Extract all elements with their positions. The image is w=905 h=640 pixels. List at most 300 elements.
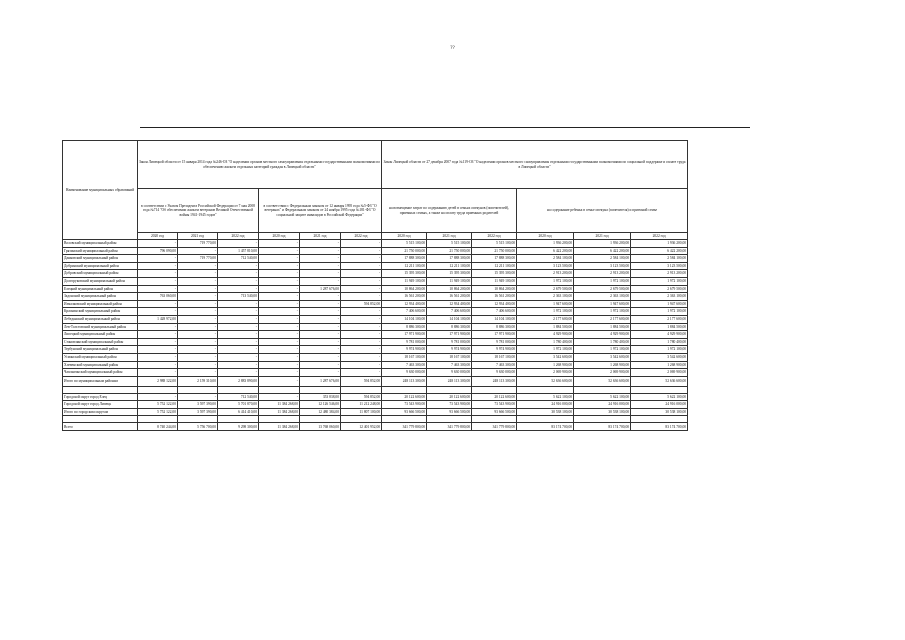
row-value: 341 779 800,00 [427, 423, 472, 431]
header-sub-2: в соответствии с Федеральным законом от 12 января 1995 года №5-ФЗ "О ветеранах" и Федеральным законом от 24 ноября 1995 года №181-ФЗ "О социальной защите инвалидов в Российской Федерации" [259, 189, 382, 233]
row-value: - [341, 361, 382, 369]
row-value: 9 974 900,00 [427, 346, 472, 354]
row-name: Лебедянский муниципальный район [63, 315, 138, 323]
row-value: 83 174 700,00 [517, 423, 574, 431]
row-value: 5 752 122,00 [138, 401, 178, 409]
row-value: - [259, 255, 300, 263]
row-value: 2 913 200,00 [574, 270, 631, 278]
row-value: - [300, 361, 341, 369]
spacer-cell [472, 416, 517, 423]
row-value: 6 414 410,00 [218, 408, 259, 416]
row-value: 1 972 100,00 [574, 277, 631, 285]
row-name: Тербунский муниципальный район [63, 346, 138, 354]
row-value: 12 934 400,00 [427, 300, 472, 308]
row-name: Итого по муниципальным районам [63, 376, 138, 386]
spacer-cell [427, 416, 472, 423]
row-value: - [218, 285, 259, 293]
row-value: - [138, 346, 178, 354]
row-value: - [138, 353, 178, 361]
row-value: 1 972 100,00 [517, 346, 574, 354]
row-value: 16 561 200,00 [472, 293, 517, 301]
row-value: 9 974 900,00 [382, 346, 427, 354]
row-value: 83 174 700,00 [574, 423, 631, 431]
spacer-cell [382, 416, 427, 423]
table-row [63, 353, 688, 361]
row-value: - [178, 369, 218, 377]
row-value: - [178, 338, 218, 346]
row-value: 14 104 100,00 [382, 315, 427, 323]
header-sub-4: на содержание ребенка в семье опекуна (попечителя) и приемной семье [517, 189, 688, 233]
table-row [63, 369, 688, 377]
spacer-cell [218, 386, 259, 393]
row-name: Добринский муниципальный район [63, 262, 138, 270]
spacer-cell [178, 386, 218, 393]
row-value: - [259, 308, 300, 316]
row-value: - [341, 277, 382, 285]
row-value: 17 971 900,00 [427, 331, 472, 339]
row-value: 9 974 900,00 [472, 346, 517, 354]
table-row [63, 255, 688, 263]
row-value: 353 838,00 [300, 393, 341, 401]
row-value: 30 538 100,00 [631, 408, 688, 416]
header-sub-1: в соответствии с Указом Президента Российской Федерации от 7 мая 2008 года №714 "Об обеспечении жильем ветеранов Великой Отечественной войны 1941-1945 годов" [138, 189, 259, 233]
spacer-cell [63, 386, 138, 393]
row-value: 17 971 900,00 [382, 331, 427, 339]
table-body [63, 240, 688, 431]
row-value: 3 542 600,00 [517, 353, 574, 361]
row-value: 1 972 100,00 [517, 308, 574, 316]
spacer-cell [138, 416, 178, 423]
row-value: 14 104 100,00 [472, 315, 517, 323]
row-value: - [259, 293, 300, 301]
row-value: 1 457 810,00 [218, 247, 259, 255]
row-value: 248 113 300,00 [472, 376, 517, 386]
row-value: 11 384 268,00 [259, 401, 300, 409]
row-value: 17 888 300,00 [427, 255, 472, 263]
total-districts-row [63, 376, 688, 386]
row-value: - [300, 346, 341, 354]
row-value: 18 167 100,00 [382, 353, 427, 361]
row-value: 3 123 500,00 [517, 262, 574, 270]
row-value: - [178, 262, 218, 270]
row-value: - [138, 323, 178, 331]
row-value: 9 630 000,00 [427, 369, 472, 377]
table-row [63, 240, 688, 248]
row-value: - [259, 315, 300, 323]
row-value: 1 972 100,00 [517, 277, 574, 285]
header-group-2: Закон Липецкой области от 27 декабря 2007 года №119-ОЗ "О наделении органов местного самоуправления отдельными государственными полномочиями по социальной поддержке и оплате труда в Липецкой области" [382, 141, 688, 189]
table-row [63, 270, 688, 278]
row-value: 341 779 800,00 [472, 423, 517, 431]
row-value: - [259, 323, 300, 331]
row-value: - [218, 300, 259, 308]
row-value: 11 807 100,00 [341, 408, 382, 416]
row-value: 15 395 300,00 [427, 270, 472, 278]
spacer-cell [517, 416, 574, 423]
row-value: 712 540,00 [218, 393, 259, 401]
row-value: - [218, 277, 259, 285]
spacer-cell [218, 416, 259, 423]
row-value: - [300, 240, 341, 248]
row-value: 73 543 900,00 [382, 401, 427, 409]
table-row [63, 308, 688, 316]
spacer-cell [631, 416, 688, 423]
row-value: 2 177 600,00 [631, 315, 688, 323]
row-value: - [300, 255, 341, 263]
data-table [62, 140, 688, 431]
row-value: - [218, 308, 259, 316]
spacer-cell [63, 416, 138, 423]
row-value: 12 480 384,00 [300, 408, 341, 416]
table-row [63, 300, 688, 308]
row-value: 1 947 600,00 [517, 300, 574, 308]
row-name: Всего [63, 423, 138, 431]
year-header: 2020 год [517, 233, 574, 240]
spacer-cell [427, 386, 472, 393]
header-group-1: Закон Липецкой области от 15 января 2014 года №246-ОЗ "О наделении органов местного самоуправления отдельными государственными полномочиями по обеспечению жильем отдельных категорий граждан в Липецкой области" [138, 141, 382, 189]
row-value: - [218, 369, 259, 377]
row-value: - [259, 393, 300, 401]
row-value: - [341, 323, 382, 331]
row-value: - [218, 315, 259, 323]
table-row [63, 247, 688, 255]
row-value: - [300, 270, 341, 278]
row-value: 12 401 952,00 [341, 423, 382, 431]
row-value: - [178, 331, 218, 339]
row-value: 12 934 400,00 [382, 300, 427, 308]
row-value: - [300, 293, 341, 301]
row-value: 2 584 100,00 [631, 255, 688, 263]
row-value: 796 090,00 [138, 247, 178, 255]
row-value: 30 538 100,00 [517, 408, 574, 416]
row-value: 11 384 268,00 [259, 408, 300, 416]
row-value: - [178, 346, 218, 354]
row-value: - [138, 277, 178, 285]
row-value: - [300, 308, 341, 316]
row-value: 1 780 400,00 [574, 338, 631, 346]
row-value: - [178, 285, 218, 293]
row-value: 11 384 268,00 [259, 423, 300, 431]
row-value: 2 988 122,00 [138, 376, 178, 386]
row-value: 9 630 000,00 [472, 369, 517, 377]
row-value: - [138, 300, 178, 308]
row-value: - [138, 285, 178, 293]
row-value: 21 750 000,00 [427, 247, 472, 255]
row-value: 7 406 600,00 [427, 308, 472, 316]
row-value: 13 768 060,00 [300, 423, 341, 431]
row-value: 713 540,00 [218, 293, 259, 301]
row-value: 1 884 500,00 [631, 323, 688, 331]
table-row [63, 338, 688, 346]
row-value: 1 936 200,00 [517, 240, 574, 248]
row-value: 719 770,00 [178, 240, 218, 248]
spacer-cell [574, 416, 631, 423]
row-value: 4 929 900,00 [574, 331, 631, 339]
row-value: - [341, 255, 382, 263]
table-row [63, 393, 688, 401]
row-value: - [341, 262, 382, 270]
row-value: 20 122 600,00 [472, 393, 517, 401]
row-value: 24 916 000,00 [631, 401, 688, 409]
row-value: - [178, 308, 218, 316]
row-value: 3 123 500,00 [574, 262, 631, 270]
row-value: 73 543 900,00 [472, 401, 517, 409]
total-cities-row [63, 408, 688, 416]
row-name: Елецкий муниципальный район [63, 285, 138, 293]
row-value: - [341, 331, 382, 339]
header-sub-3: на возмещение затрат по содержанию детей в семьях опекунов (попечителей), приемных семьях, а также на оплату труда приемных родителей [382, 189, 517, 233]
row-value: 5 515 100,00 [472, 240, 517, 248]
row-value: - [259, 353, 300, 361]
row-value: 2 679 500,00 [631, 285, 688, 293]
row-value: 2 913 200,00 [517, 270, 574, 278]
row-value: 9 781 000,00 [427, 338, 472, 346]
row-value: 17 971 900,00 [472, 331, 517, 339]
row-value: 2 679 500,00 [517, 285, 574, 293]
row-value: - [138, 255, 178, 263]
year-header: 2021 год [178, 233, 218, 240]
table-row [63, 323, 688, 331]
row-value: 2 363 100,00 [574, 293, 631, 301]
row-value: 17 888 300,00 [472, 255, 517, 263]
row-value: 7 463 300,00 [427, 361, 472, 369]
row-value: 12 211 100,00 [382, 262, 427, 270]
row-value: 1 972 100,00 [631, 308, 688, 316]
row-value: - [300, 323, 341, 331]
row-value: 719 770,00 [178, 255, 218, 263]
row-value: - [259, 240, 300, 248]
row-value: 24 916 000,00 [574, 401, 631, 409]
row-value: - [138, 361, 178, 369]
row-value: 763 060,00 [138, 293, 178, 301]
row-value: 15 395 300,00 [382, 270, 427, 278]
row-value: - [178, 277, 218, 285]
table-row [63, 285, 688, 293]
row-value: - [259, 285, 300, 293]
row-value: 6 422 200,00 [574, 247, 631, 255]
row-value: 5 701 870,00 [218, 401, 259, 409]
table-row [63, 346, 688, 354]
row-value: - [218, 262, 259, 270]
table-row [63, 331, 688, 339]
row-value: 8 740 244,00 [138, 423, 178, 431]
row-value: 1 268 900,00 [517, 361, 574, 369]
row-value: 11 949 100,00 [382, 277, 427, 285]
row-value: 18 167 100,00 [427, 353, 472, 361]
spacer-row [63, 386, 688, 393]
row-value: 594 852,00 [341, 393, 382, 401]
row-value: 6 422 200,00 [631, 247, 688, 255]
row-value: 3 123 500,00 [631, 262, 688, 270]
row-value: 1 287 676,00 [300, 376, 341, 386]
row-value: 712 540,00 [218, 255, 259, 263]
row-value: - [178, 247, 218, 255]
row-value: 2 679 500,00 [574, 285, 631, 293]
row-value: - [300, 353, 341, 361]
row-value: 2 584 100,00 [517, 255, 574, 263]
row-value: 1 972 100,00 [631, 277, 688, 285]
year-header: 2022 год [631, 233, 688, 240]
row-value: 7 406 600,00 [382, 308, 427, 316]
row-value: - [218, 331, 259, 339]
row-value: - [341, 315, 382, 323]
year-header: 2022 год [218, 233, 259, 240]
row-value: 2 584 100,00 [574, 255, 631, 263]
year-header: 2022 год [472, 233, 517, 240]
row-value: 20 122 600,00 [427, 393, 472, 401]
row-value: - [138, 338, 178, 346]
spacer-cell [300, 386, 341, 393]
row-value: 11 949 100,00 [472, 277, 517, 285]
row-value: - [178, 293, 218, 301]
row-value: - [259, 346, 300, 354]
table-row [63, 401, 688, 409]
row-value: 1 268 900,00 [631, 361, 688, 369]
row-value: 2 177 600,00 [574, 315, 631, 323]
row-value: - [300, 277, 341, 285]
year-header: 2021 год [574, 233, 631, 240]
row-name: Воловский муниципальный район [63, 240, 138, 248]
row-value: 7 406 600,00 [472, 308, 517, 316]
row-value: 1 780 400,00 [517, 338, 574, 346]
row-value: - [259, 300, 300, 308]
row-value: 594 852,00 [341, 300, 382, 308]
row-value: 1 972 100,00 [631, 346, 688, 354]
row-value: - [218, 361, 259, 369]
row-value: - [138, 270, 178, 278]
row-value: 2 883 890,00 [218, 376, 259, 386]
row-value: 1 780 400,00 [631, 338, 688, 346]
spacer-cell [631, 386, 688, 393]
row-value: 2 913 200,00 [631, 270, 688, 278]
row-value: 8 886 300,00 [472, 323, 517, 331]
row-value: 7 463 300,00 [472, 361, 517, 369]
row-name: Городской округ город Липецк [63, 401, 138, 409]
row-value: 11 212 248,00 [341, 401, 382, 409]
row-value: 15 395 300,00 [472, 270, 517, 278]
row-value: 21 750 000,00 [472, 247, 517, 255]
row-value: - [218, 270, 259, 278]
row-value: 10 864 200,00 [472, 285, 517, 293]
row-value: 5 515 100,00 [382, 240, 427, 248]
row-name: Долгоруковский муниципальный район [63, 277, 138, 285]
table-row [63, 293, 688, 301]
year-header: 2021 год [427, 233, 472, 240]
row-value: - [218, 346, 259, 354]
row-value: 7 463 300,00 [382, 361, 427, 369]
row-value: - [300, 331, 341, 339]
spacer-cell [382, 386, 427, 393]
spacer-cell [259, 386, 300, 393]
row-value: 93 666 500,00 [472, 408, 517, 416]
row-value: 93 666 500,00 [427, 408, 472, 416]
row-name: Хлевенский муниципальный район [63, 361, 138, 369]
row-value: 17 888 300,00 [382, 255, 427, 263]
row-value: 12 934 400,00 [472, 300, 517, 308]
table-row [63, 315, 688, 323]
year-header: 2022 год [341, 233, 382, 240]
row-value: 8 886 300,00 [382, 323, 427, 331]
row-value: 10 864 200,00 [427, 285, 472, 293]
header-name-column: Наименование муниципальных образований [63, 141, 138, 240]
row-value: - [178, 353, 218, 361]
row-value: - [218, 353, 259, 361]
spacer-cell [259, 416, 300, 423]
row-value: 1 936 200,00 [631, 240, 688, 248]
year-header: 2021 год [300, 233, 341, 240]
row-value: - [138, 240, 178, 248]
spacer-cell [341, 386, 382, 393]
row-value: - [178, 361, 218, 369]
row-value: 2 069 900,00 [517, 369, 574, 377]
row-value: 1 884 500,00 [517, 323, 574, 331]
row-value: - [341, 338, 382, 346]
row-value: - [178, 323, 218, 331]
row-value: - [178, 300, 218, 308]
row-value: - [259, 331, 300, 339]
row-value: 594 852,00 [341, 376, 382, 386]
row-value: - [259, 247, 300, 255]
row-value: - [259, 277, 300, 285]
year-header: 2020 год [138, 233, 178, 240]
row-value: 5 515 100,00 [427, 240, 472, 248]
row-value: - [138, 331, 178, 339]
row-value: 2 177 600,00 [517, 315, 574, 323]
row-value: - [300, 315, 341, 323]
row-value: 9 781 000,00 [472, 338, 517, 346]
row-value: 3 542 600,00 [631, 353, 688, 361]
spacer-cell [517, 386, 574, 393]
row-value: 24 916 000,00 [517, 401, 574, 409]
row-value: - [138, 262, 178, 270]
row-value: 8 886 300,00 [427, 323, 472, 331]
row-value: 9 630 000,00 [382, 369, 427, 377]
row-value: - [341, 240, 382, 248]
row-value: 1 287 676,00 [300, 285, 341, 293]
row-value: - [259, 270, 300, 278]
row-value: 14 104 100,00 [427, 315, 472, 323]
row-value: 341 779 800,00 [382, 423, 427, 431]
row-name: Городской округ город Елец [63, 393, 138, 401]
row-value: 9 781 000,00 [382, 338, 427, 346]
row-value: - [341, 346, 382, 354]
row-value: 5 756 700,00 [178, 423, 218, 431]
row-value: 248 113 300,00 [427, 376, 472, 386]
row-value: 1 268 900,00 [574, 361, 631, 369]
spacer-cell [178, 416, 218, 423]
row-value: 93 666 500,00 [382, 408, 427, 416]
row-value: - [138, 369, 178, 377]
row-value: 52 636 600,00 [574, 376, 631, 386]
row-name: Итого по городским округам [63, 408, 138, 416]
row-value: 9 298 300,00 [218, 423, 259, 431]
row-value: 1 936 200,00 [574, 240, 631, 248]
row-value: 2 159 310,00 [178, 376, 218, 386]
row-value: 2 069 900,00 [631, 369, 688, 377]
row-value: 1 428 972,00 [138, 315, 178, 323]
row-value: - [259, 361, 300, 369]
row-value: - [178, 315, 218, 323]
row-value: 1 947 600,00 [574, 300, 631, 308]
row-value: - [300, 247, 341, 255]
row-value: 5 622 100,00 [631, 393, 688, 401]
row-value: 1 884 500,00 [574, 323, 631, 331]
year-header-row [63, 233, 688, 240]
row-name: Задонский муниципальный район [63, 293, 138, 301]
row-value: 16 561 200,00 [382, 293, 427, 301]
row-value: - [341, 293, 382, 301]
row-name: Добровский муниципальный район [63, 270, 138, 278]
